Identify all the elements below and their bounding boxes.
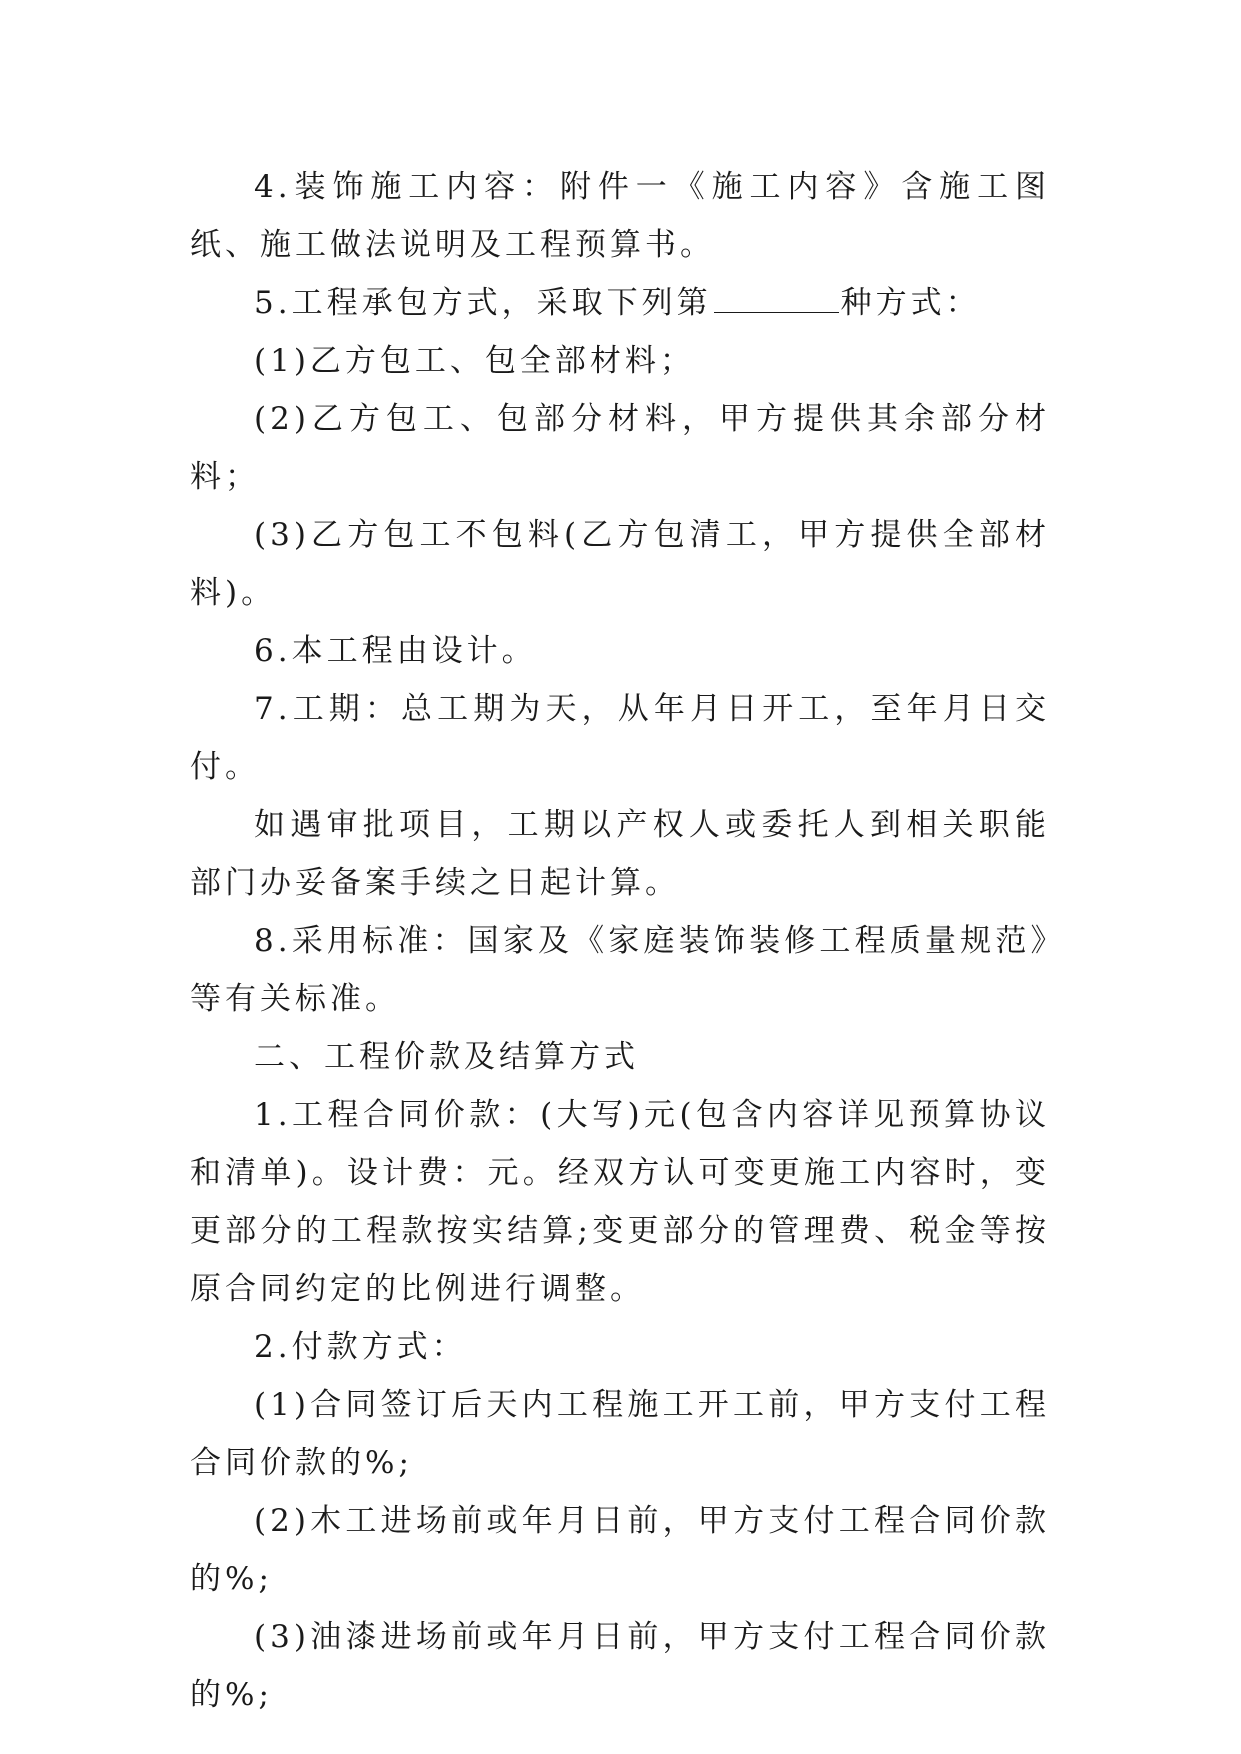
paragraph-design: 6.本工程由设计。 <box>254 633 537 669</box>
paragraph-schedule: 7.工期：总工期为天，从年月日开工，至年月日交付。 <box>190 691 1050 785</box>
contract-method-prefix: 5.工程承包方式，采取下列第 <box>254 285 712 321</box>
fill-in-blank <box>714 286 839 313</box>
section-heading-price: 二、工程价款及结算方式 <box>254 1039 639 1075</box>
paragraph-contract-method <box>190 274 1050 332</box>
paragraph-option-2: (2)乙方包工、包部分材料，甲方提供其余部分材料； <box>190 401 1050 495</box>
document-body <box>190 158 1050 1724</box>
paragraph-option-1: (1)乙方包工、包全部材料； <box>254 343 695 379</box>
paragraph-construction-content: 4.装饰施工内容：附件一《施工内容》含施工图纸、施工做法说明及工程预算书。 <box>190 169 1050 263</box>
paragraph-payment-method: 2.付款方式： <box>254 1329 467 1365</box>
contract-method-suffix: 种方式： <box>840 285 981 321</box>
paragraph-contract-price: 1.工程合同价款：(大写)元(包含内容详见预算协议和清单)。设计费：元。经双方认可变更施工内容时，变更部分的工程款按实结算;变更部分的管理费、税金等按原合同约定的比例进行调整。 <box>190 1097 1050 1307</box>
paragraph-payment-1: (1)合同签订后天内工程施工开工前，甲方支付工程合同价款的%; <box>190 1387 1050 1481</box>
paragraph-payment-2: (2)木工进场前或年月日前，甲方支付工程合同价款的%; <box>190 1503 1050 1597</box>
paragraph-payment-3: (3)油漆进场前或年月日前，甲方支付工程合同价款的%; <box>190 1619 1050 1713</box>
paragraph-option-3: (3)乙方包工不包料(乙方包清工，甲方提供全部材料)。 <box>190 517 1050 611</box>
paragraph-standard: 8.采用标准：国家及《家庭装饰装修工程质量规范》等有关标准。 <box>190 923 1050 1017</box>
paragraph-approval: 如遇审批项目，工期以产权人或委托人到相关职能部门办妥备案手续之日起计算。 <box>190 807 1050 901</box>
